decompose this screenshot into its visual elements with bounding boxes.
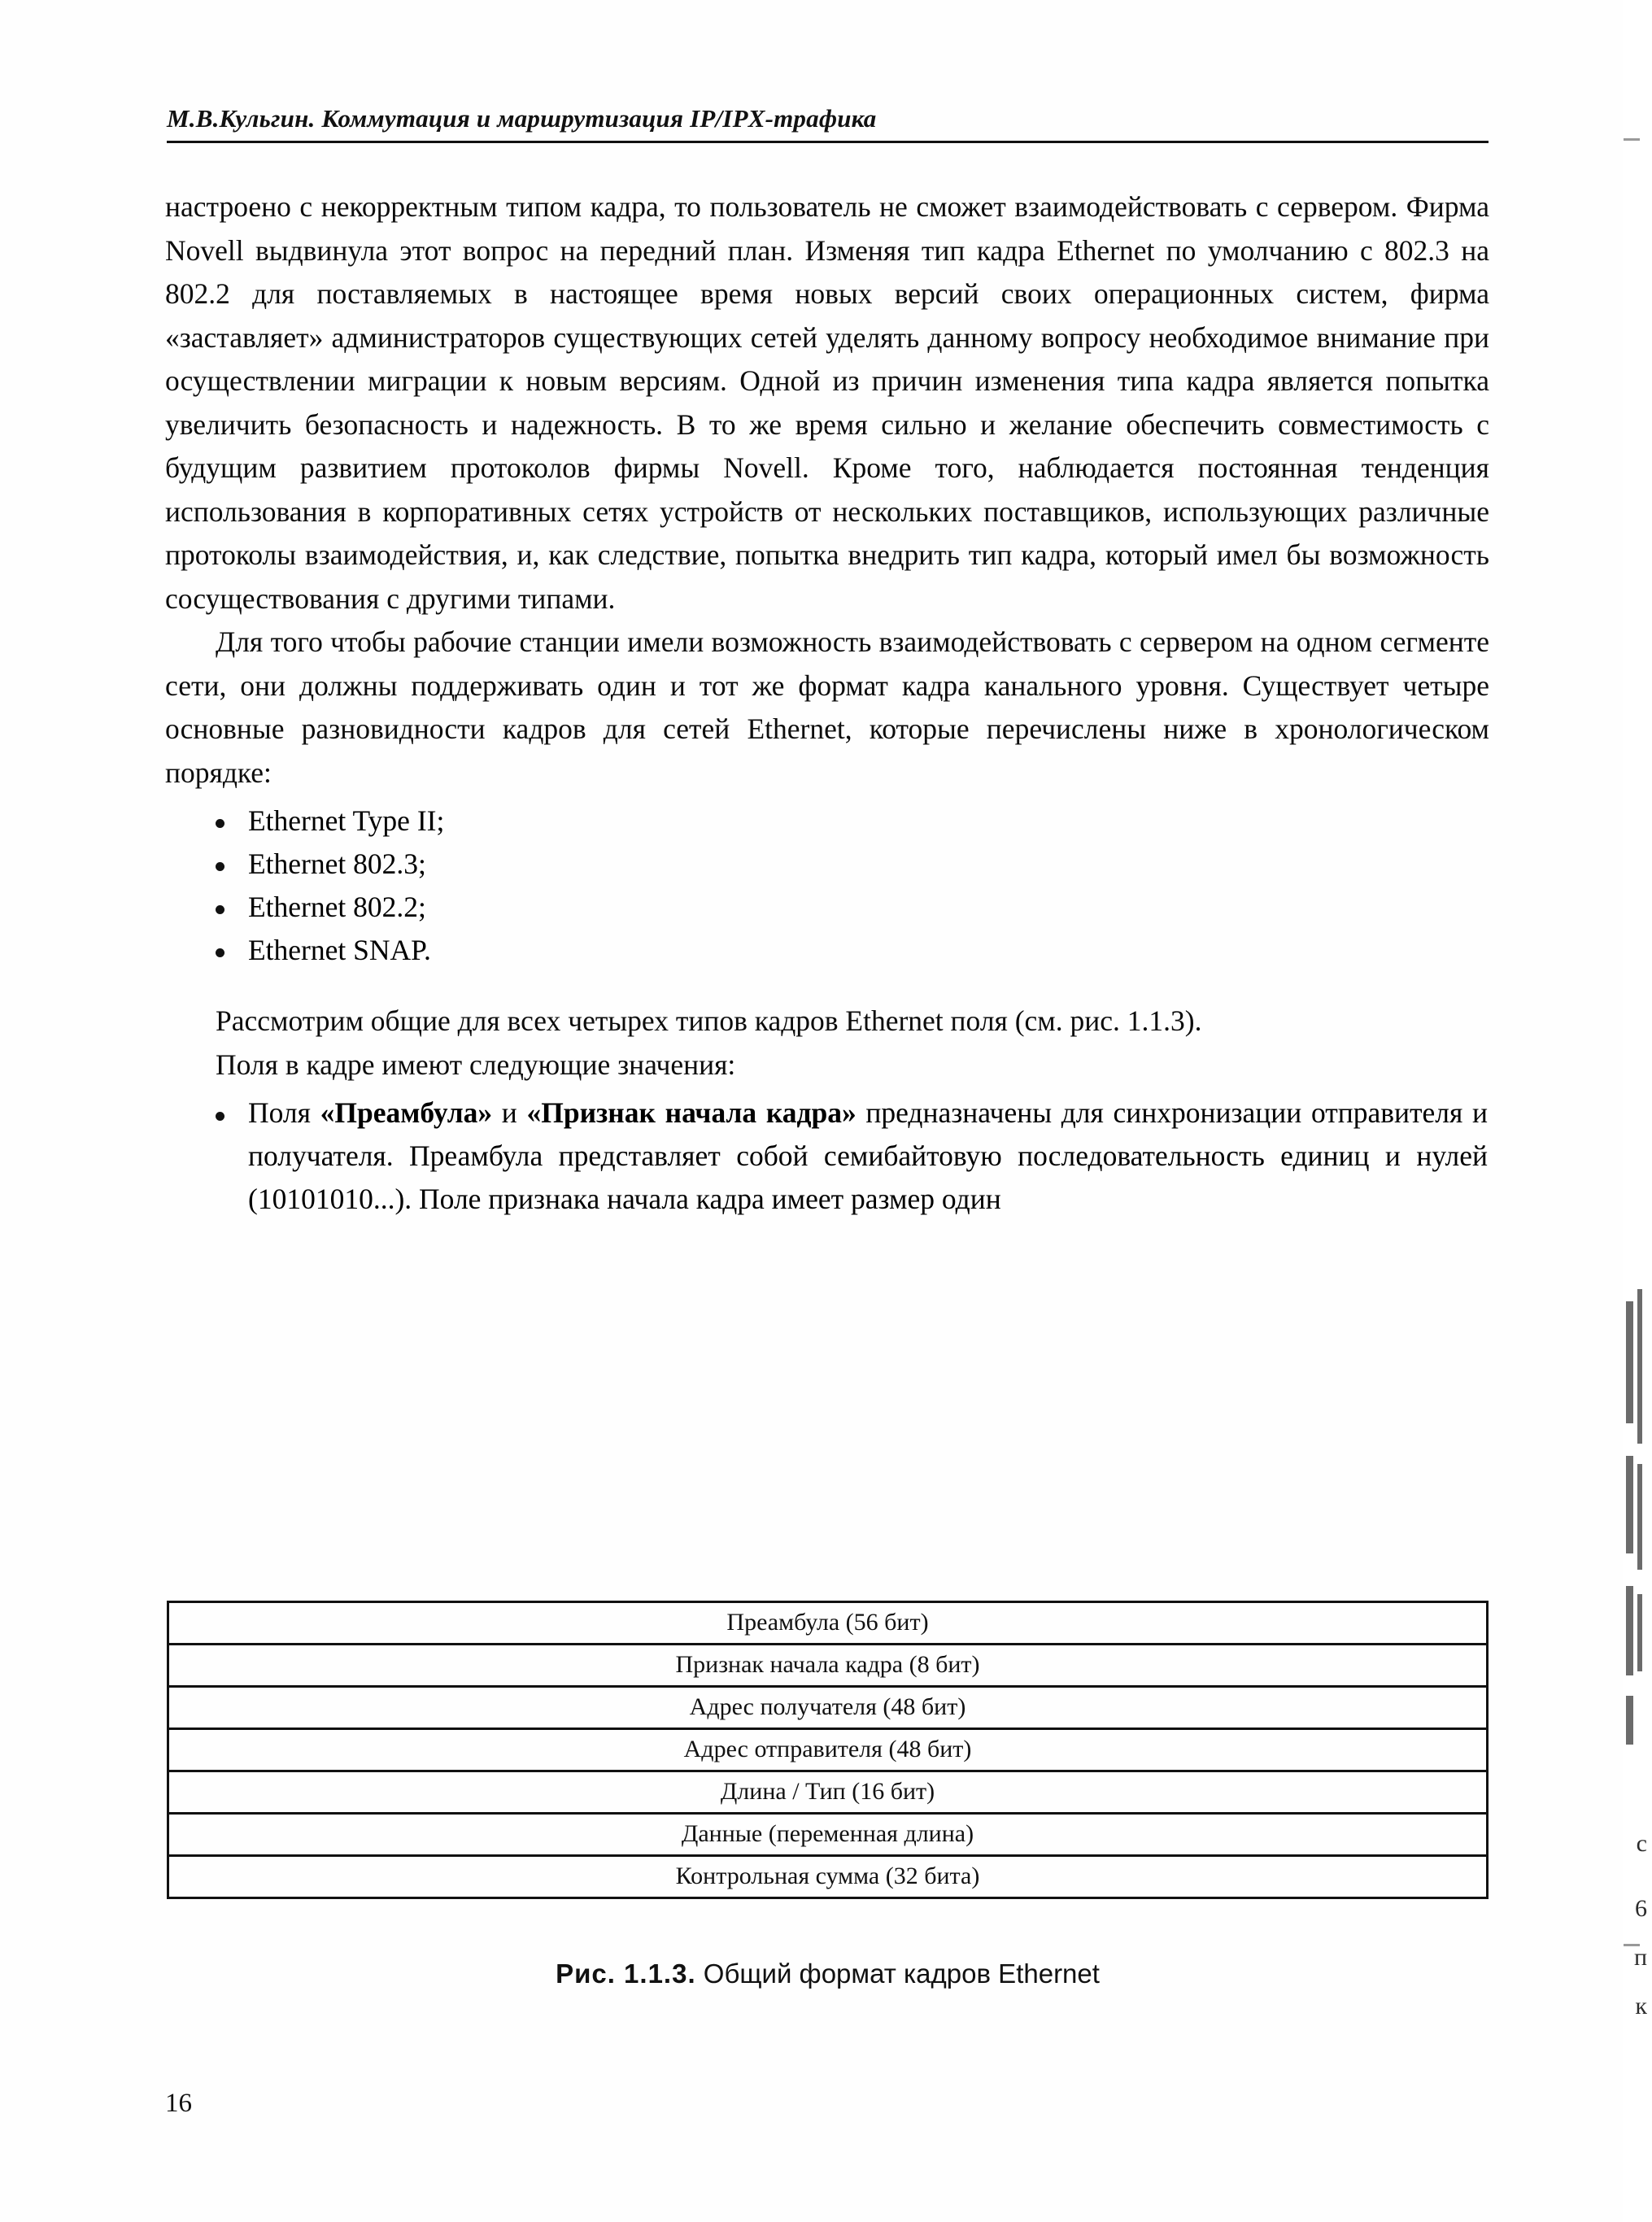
page-number: 16 — [165, 2089, 192, 2118]
scan-mark — [1626, 1586, 1633, 1675]
scan-char: к — [1635, 1993, 1647, 2019]
table-row — [168, 1687, 1488, 1729]
list-item: Ethernet SNAP. — [165, 929, 1489, 972]
table-cell: Адрес получателя (48 бит) — [168, 1687, 1488, 1729]
bullet-text-rest: предназначены для синхронизации отправителя и получателя. Преамбула представляет собой семибайтовую последовательность единиц и нулей (10101010...). Поле признака начала кадра имеет размер один — [248, 1096, 1489, 1215]
figure-frame-format — [167, 1601, 1489, 1899]
bullet-text-bold-sfd: «Признак начала кадра» — [526, 1096, 857, 1129]
header-rule — [167, 141, 1489, 143]
bullet-text-mid: и — [492, 1096, 527, 1129]
frame-type-list — [165, 799, 1489, 972]
paragraph-gap — [165, 972, 1489, 978]
page-body — [165, 185, 1489, 1221]
figure-number: Рис. 1.1.3. — [556, 1958, 696, 1989]
scan-mark — [1637, 1464, 1642, 1570]
scan-mark — [1626, 1301, 1633, 1423]
scan-mark — [1637, 1594, 1642, 1671]
table-row — [168, 1856, 1488, 1898]
table-cell: Длина / Тип (16 бит) — [168, 1771, 1488, 1814]
scan-edge-artifact — [1623, 0, 1652, 2222]
paragraph-frame-formats: Для того чтобы рабочие станции имели возможность взаимодействовать с сервером на одном сегменте сети, они должны поддерживать один и тот же формат кадра канального уровня. Существует четыре основные разновидности кадров для сетей Ethernet, которые перечислены ниже в хронологическом порядке: — [165, 625, 1489, 789]
paragraph-field-meaning: Поля в кадре имеют следующие значения: — [216, 1048, 736, 1081]
table-row — [168, 1729, 1488, 1771]
scan-mark — [1624, 138, 1640, 141]
table-cell: Адрес отправителя (48 бит) — [168, 1729, 1488, 1771]
table-row — [168, 1814, 1488, 1856]
table-cell: Контрольная сумма (32 бита) — [168, 1856, 1488, 1898]
table-cell: Данные (переменная длина) — [168, 1814, 1488, 1856]
scan-char: 6 — [1635, 1895, 1647, 1922]
table-row — [168, 1645, 1488, 1687]
scan-mark — [1637, 1289, 1642, 1444]
list-item: Ethernet Type II; — [165, 799, 1489, 843]
figure-caption-text: Общий формат кадров Ethernet — [695, 1958, 1100, 1989]
running-title: М.В.Кульгин. Коммутация и маршрутизация IP/IPX-трафика — [167, 104, 877, 133]
frame-fields-table — [167, 1601, 1489, 1899]
figure-caption — [167, 1958, 1489, 1989]
list-item: Ethernet 802.2; — [165, 886, 1489, 929]
scan-char: п — [1633, 1944, 1647, 1971]
table-cell: Признак начала кадра (8 бит) — [168, 1645, 1488, 1687]
paragraph-common-fields: Рассмотрим общие для всех четырех типов кадров Ethernet поля (см. рис. 1.1.3). — [216, 1004, 1202, 1037]
page-header — [167, 104, 1484, 143]
scan-char: с — [1636, 1830, 1647, 1857]
bullet-text-prefix: Поля — [248, 1096, 320, 1129]
table-row — [168, 1602, 1488, 1645]
bullet-text-bold-preamble: «Преамбула» — [320, 1096, 493, 1129]
field-description-list — [165, 1091, 1489, 1221]
list-item-preamble — [165, 1091, 1489, 1221]
table-cell: Преамбула (56 бит) — [168, 1602, 1488, 1645]
paragraph-continued: настроено с некорректным типом кадра, то пользователь не сможет взаимодействовать с сервером. Фирма Novell выдвинула этот вопрос на передний план. Изменяя тип кадра Ethernet по умолчанию с 802.3 на 802.2 для поставляемых в настоящее время новых версий своих операционных систем, фирма «заставляет» администраторов существующих сетей уделять данному вопросу необходимое внимание при осуществлении миграции к новым версиям. Одной из причин изменения типа кадра является попытка увеличить безопасность и надежность. В то же время сильно и желание обеспечить совместимость с будущим развитием протоколов фирмы Novell. Кроме того, наблюдается постоянная тенденция использования в корпоративных сетях устройств от нескольких поставщиков, использующих различные протоколы взаимодействия, и, как следствие, попытка внедрить тип кадра, который имел бы возможность сосуществования с другими типами. — [165, 190, 1489, 615]
paragraph-gap-2 — [165, 978, 1489, 1000]
list-item: Ethernet 802.3; — [165, 843, 1489, 886]
scan-mark — [1626, 1456, 1633, 1553]
scan-mark — [1626, 1696, 1633, 1745]
table-row — [168, 1771, 1488, 1814]
